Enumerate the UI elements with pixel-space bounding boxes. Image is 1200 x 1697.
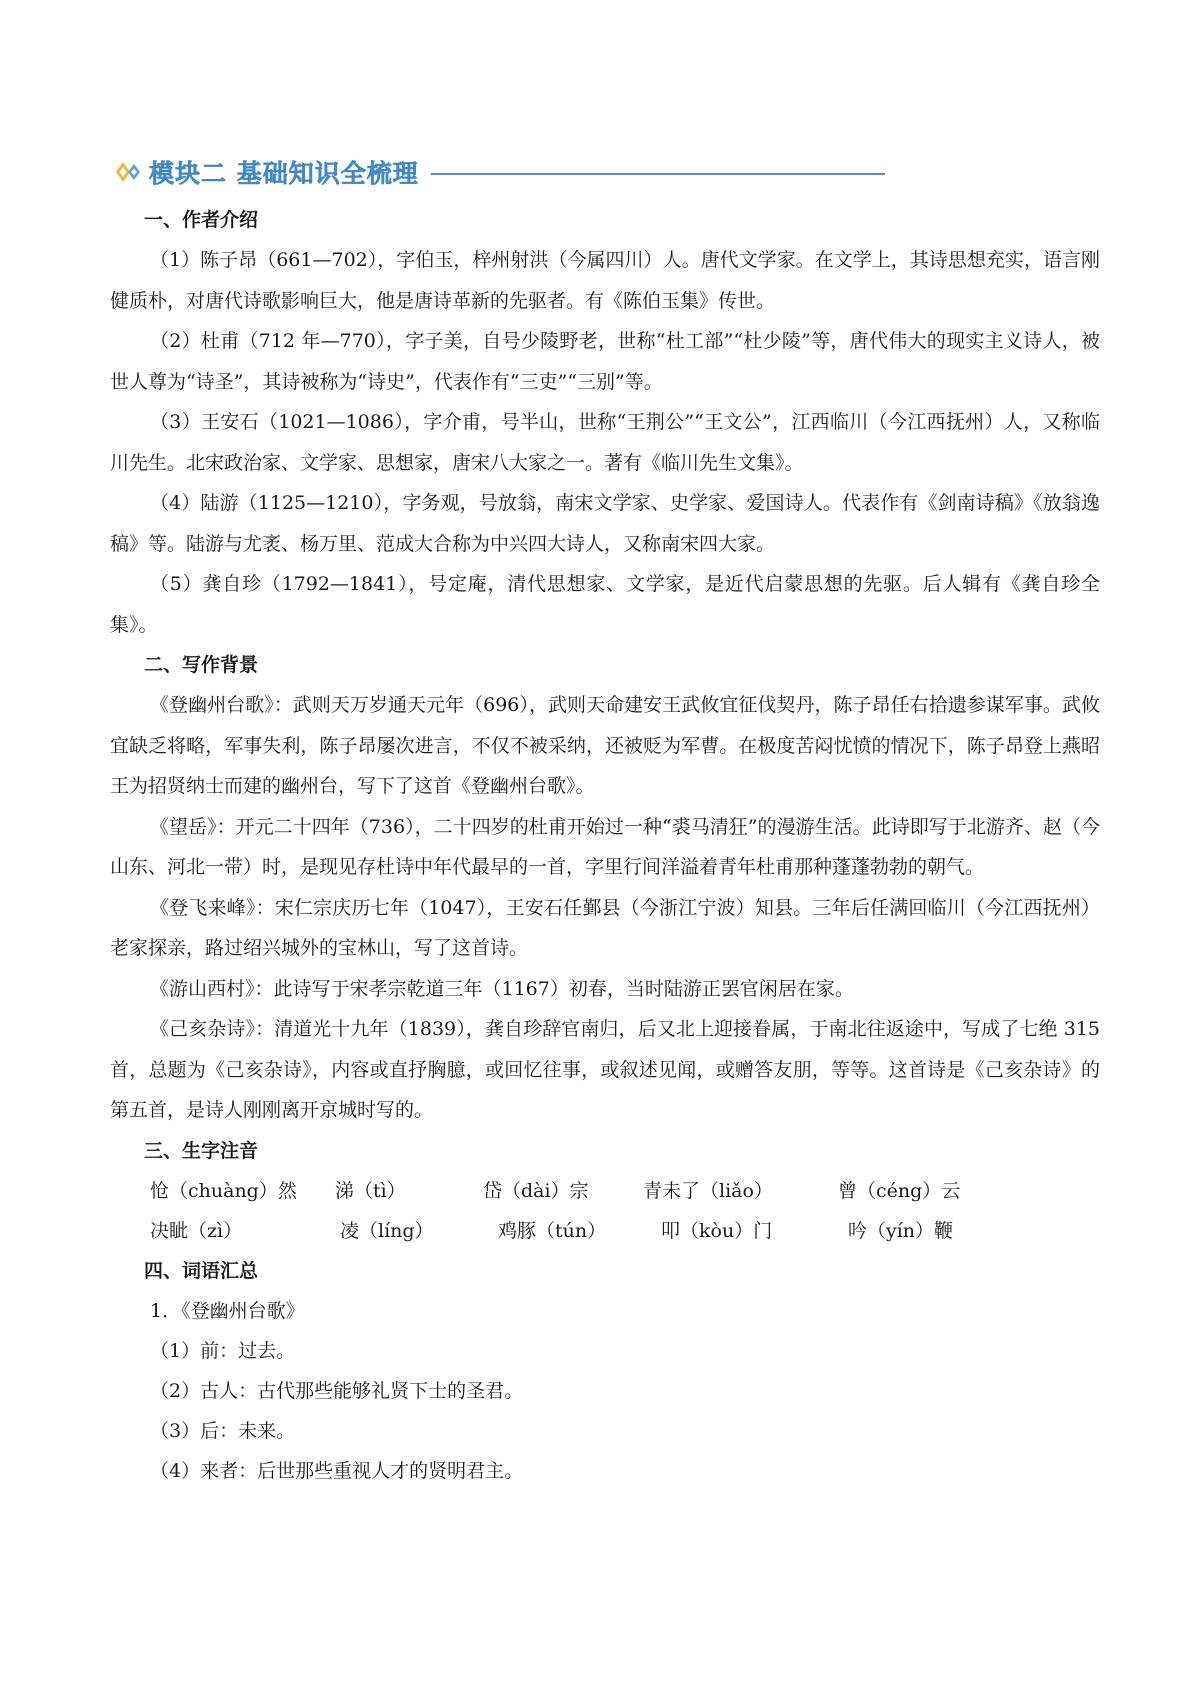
background-paragraph: 《游山西村》：此诗写于宋孝宗乾道三年（1167）初春，当时陆游正罢官闲居在家。 (150, 977, 854, 1000)
pinyin-item: 涕（tì） (335, 1179, 406, 1202)
section-heading-pinyin: 三、生字注音 (144, 1139, 259, 1162)
vocab-subheading: 1．《登幽州台歌》 (150, 1299, 305, 1322)
pinyin-item: 怆（chuàng）然 (150, 1179, 297, 1202)
pinyin-item: 岱（dài）宗 (483, 1179, 589, 1202)
module-header (115, 152, 885, 192)
pinyin-item: 曾（céng）云 (838, 1179, 961, 1202)
vocab-item: （4）来者：后世那些重视人才的贤明君主。 (150, 1459, 524, 1482)
pinyin-item: 鸡豚（tún） (498, 1219, 607, 1242)
section-heading-vocab: 四、词语汇总 (144, 1259, 259, 1282)
vocab-item: （2）古人：古代那些能够礼贤下士的圣君。 (150, 1379, 524, 1402)
section-heading-background: 二、写作背景 (144, 654, 259, 676)
vocab-item: （3）后：未来。 (150, 1419, 296, 1442)
author-paragraph: （2）杜甫（712 年—770），字子美，自号少陵野老，世称“杜工部”“杜少陵”等，唐代伟大的现实主义诗人，被世人尊为“诗圣”，其诗被称为“诗史”，代表作有“三吏”“三别”等。 (110, 330, 1100, 393)
content (110, 200, 1100, 1491)
background-paragraph: 《登飞来峰》：宋仁宗庆历七年（1047），王安石任鄞县（今浙江宁波）知县。三年后任满回临川（今江西抚州）老家探亲，路过绍兴城外的宝林山，写了这首诗。 (110, 896, 1100, 959)
double-diamond-icon (115, 160, 143, 184)
pinyin-item: 吟（yín）鞭 (848, 1219, 954, 1242)
author-paragraph: （5）龚自珍（1792—1841），号定庵，清代思想家、文学家，是近代启蒙思想的先驱。后人辑有《龚自珍全集》。 (110, 573, 1100, 636)
author-paragraph: （1）陈子昂（661—702），字伯玉，梓州射洪（今属四川）人。唐代文学家。在文学上，其诗思想充实，语言刚健质朴，对唐代诗歌影响巨大，他是唐诗革新的先驱者。有《陈伯玉集》传世。 (110, 249, 1100, 312)
background-paragraph: 《己亥杂诗》：清道光十九年（1839），龚自珍辞官南归，后又北上迎接眷属，于南北往返途中，写成了七绝 315 首，总题为《己亥杂诗》，内容或直抒胸臆，或回忆往事，或叙述见闻，或赠答友朋，等等。这首诗是《己亥杂诗》的第五首，是诗人刚刚离开京城时写的。 (110, 1018, 1100, 1121)
section-heading-author: 一、作者介绍 (144, 209, 259, 231)
pinyin-item: 青未了（liǎo） (643, 1179, 773, 1202)
pinyin-row (150, 1211, 1100, 1251)
module-divider (431, 173, 885, 175)
pinyin-item: 叩（kòu）门 (661, 1219, 773, 1242)
pinyin-item: 凌（líng） (340, 1219, 434, 1242)
author-paragraph: （3）王安石（1021—1086），字介甫，号半山，世称“王荆公”“王文公”，江西临川（今江西抚州）人，又称临川先生。北宋政治家、文学家、思想家，唐宋八大家之一。著有《临川先生文集》。 (110, 411, 1100, 474)
vocab-item: （1）前：过去。 (150, 1339, 296, 1362)
background-paragraph: 《望岳》：开元二十四年（736），二十四岁的杜甫开始过一种“裘马清狂”的漫游生活。此诗即写于北游齐、赵（今山东、河北一带）时，是现见存杜诗中年代最早的一首，字里行间洋溢着青年杜甫那种蓬蓬勃勃的朝气。 (110, 815, 1100, 878)
module-title: 模块二 基础知识全梳理 (149, 159, 419, 188)
pinyin-item: 决眦（zì） (150, 1219, 243, 1242)
background-paragraph: 《登幽州台歌》：武则天万岁通天元年（696），武则天命建安王武攸宜征伐契丹，陈子昂任右拾遗参谋军事。武攸宜缺乏将略，军事失利，陈子昂屡次进言，不仅不被采纳，还被贬为军曹。在极度苦闷忧愤的情况下，陈子昂登上燕昭王为招贤纳士而建的幽州台，写下了这首《登幽州台歌》。 (110, 694, 1100, 797)
author-paragraph: （4）陆游（1125—1210），字务观，号放翁，南宋文学家、史学家、爱国诗人。代表作有《剑南诗稿》《放翁逸稿》等。陆游与尤袤、杨万里、范成大合称为中兴四大诗人，又称南宋四大家。 (110, 492, 1100, 555)
pinyin-row (150, 1171, 1100, 1211)
